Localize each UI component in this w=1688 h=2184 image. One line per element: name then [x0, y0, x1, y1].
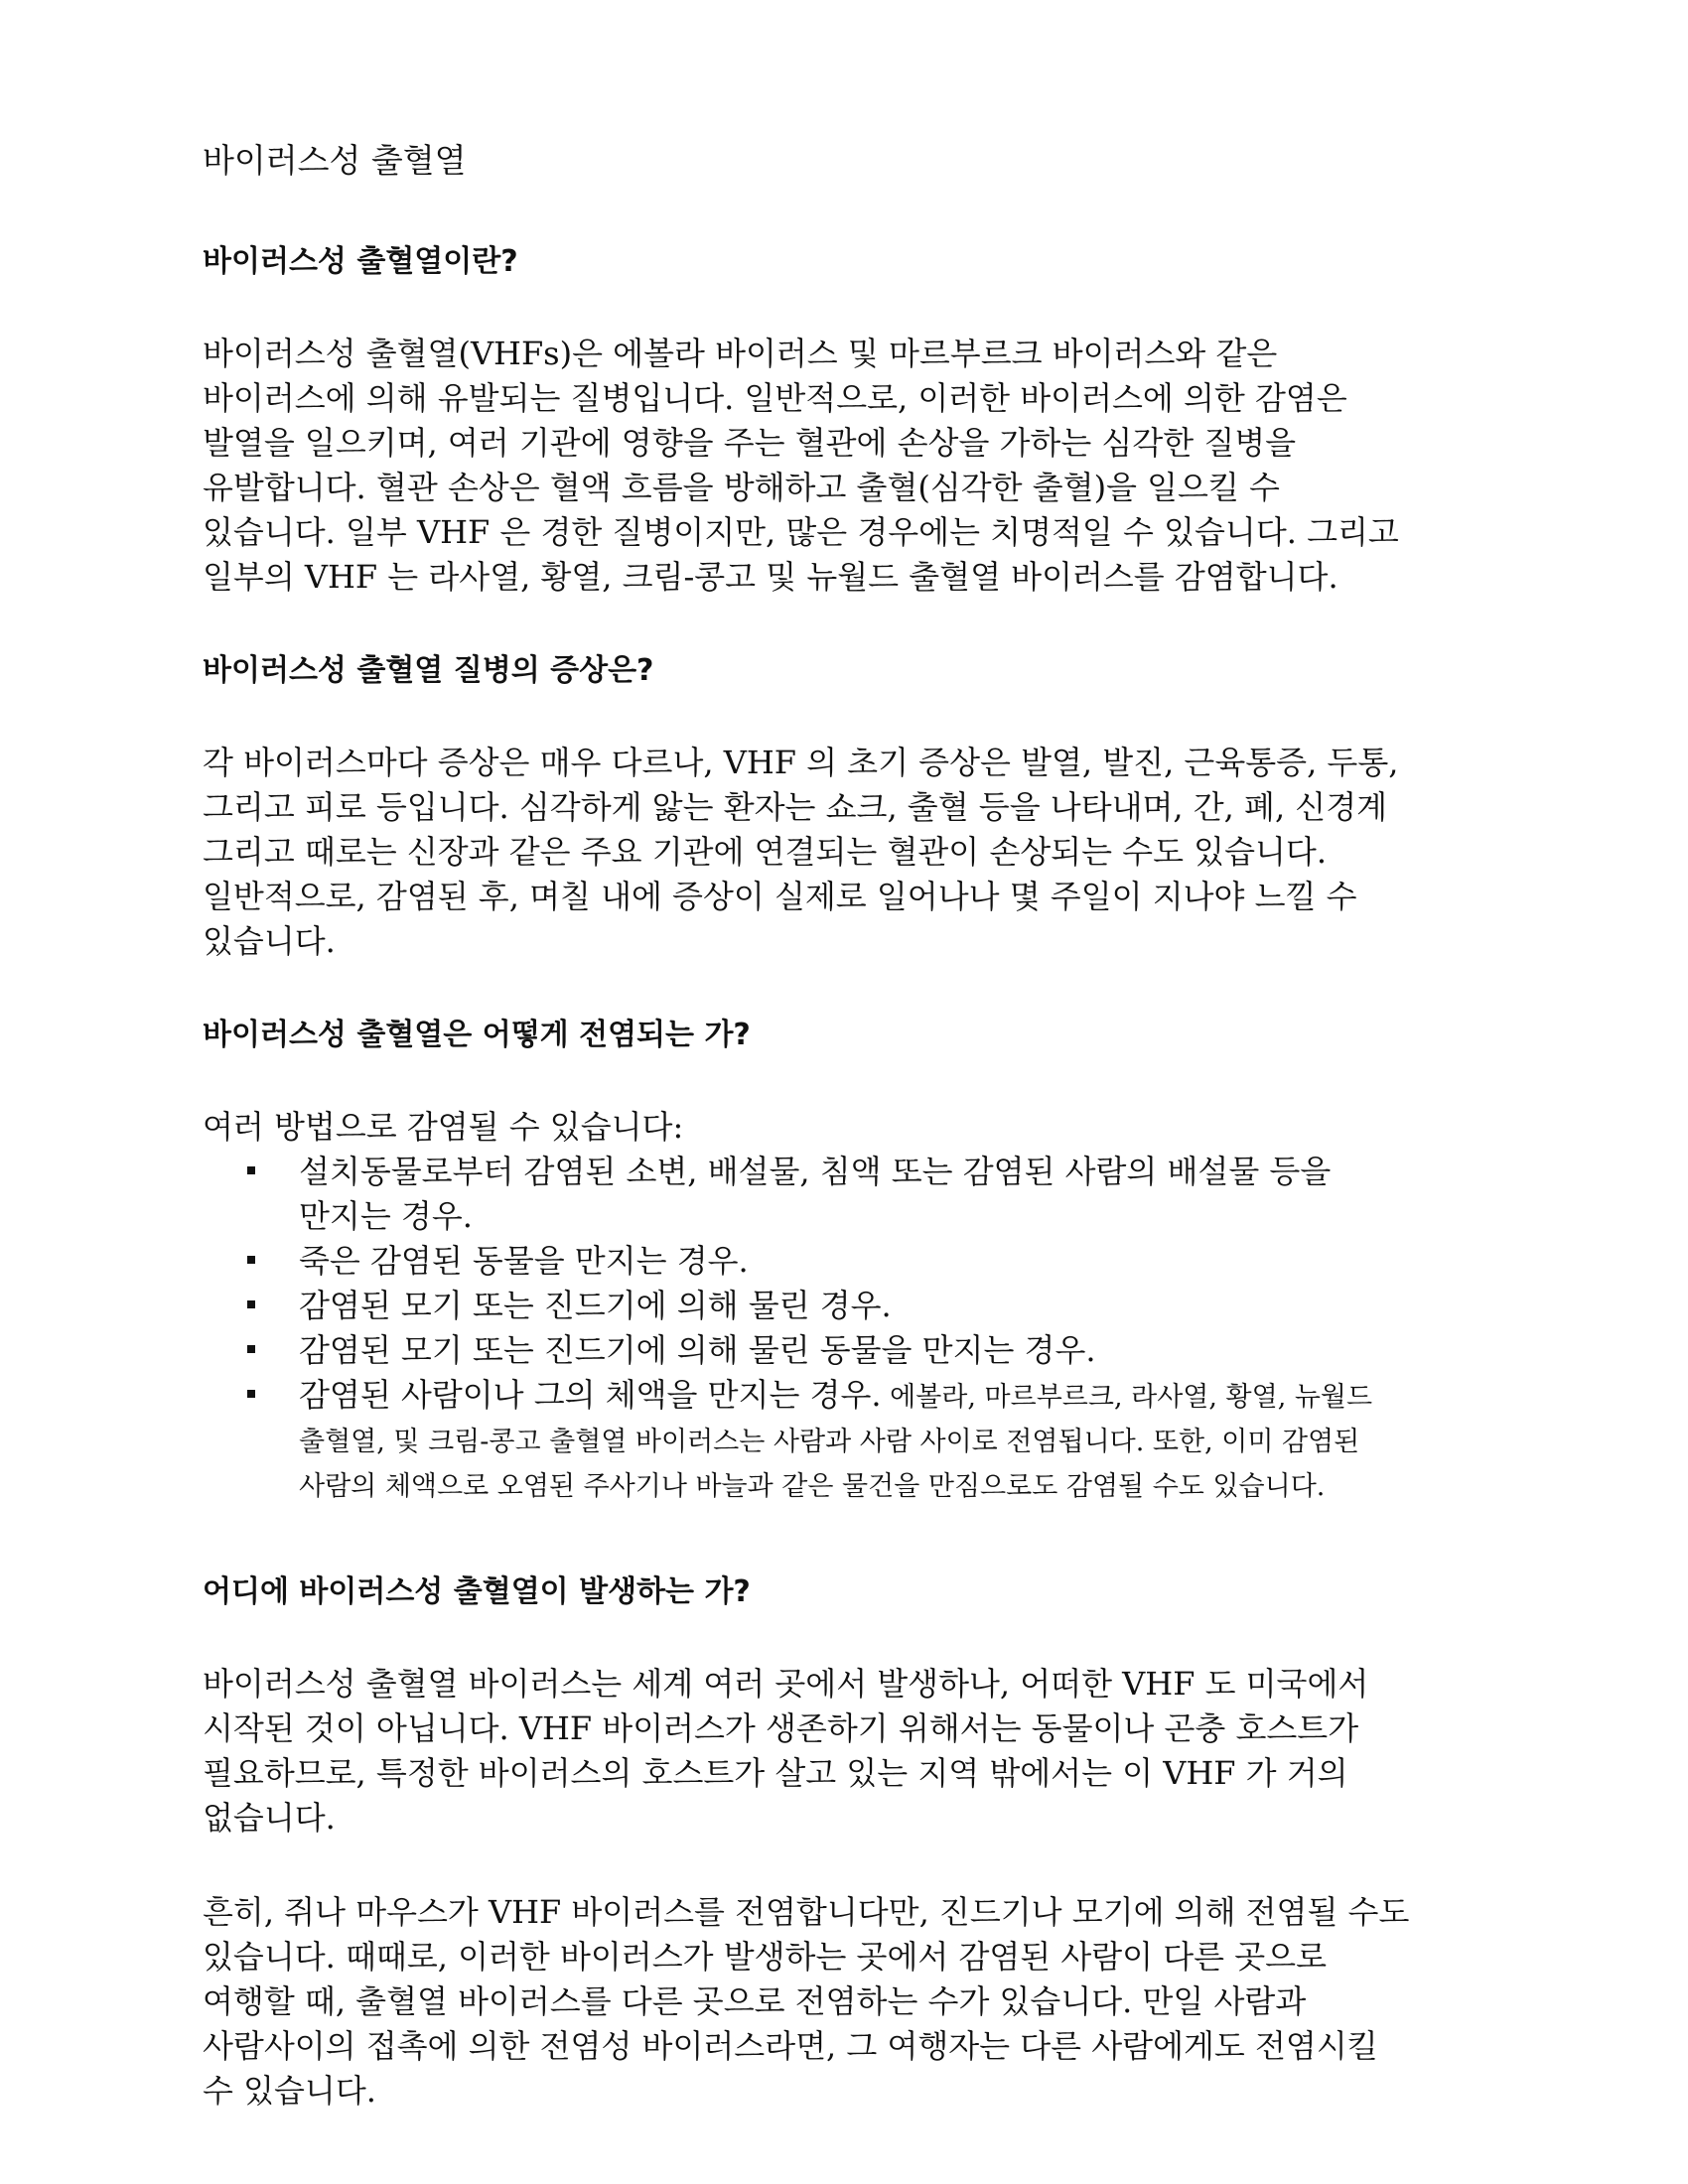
- list-item: [247, 1328, 1493, 1373]
- list-item: [247, 1284, 1493, 1328]
- list-item-main-text: 감염된 사람이나 그의 체액을 만지는 경우.: [299, 1376, 882, 1414]
- section-paragraph-what-is-vhf: [203, 332, 1493, 600]
- paragraph-line: 그리고 피로 등입니다. 심각하게 앓는 환자는 쇼크, 출혈 등을 나타내며, 간, 폐, 신경계: [203, 788, 1388, 826]
- paragraph-line: 있습니다. 일부 VHF 은 경한 질병이지만, 많은 경우에는 치명적일 수 있습니다. 그리고: [203, 513, 1399, 551]
- paragraph-line: 그리고 때로는 신장과 같은 주요 기관에 연결되는 혈관이 손상되는 수도 있습니다.: [203, 833, 1327, 871]
- paragraph-line: 사람사이의 접촉에 의한 전염성 바이러스라면, 그 여행자는 다른 사람에게도 전염시킬: [203, 2027, 1378, 2065]
- list-item-small-line: 사람의 체액으로 오염된 주사기나 바늘과 같은 물건을 만짐으로도 감염될 수도 있습니다.: [299, 1471, 1326, 1502]
- section-paragraph-where-occurs-1: [203, 1662, 1493, 1841]
- paragraph-line: 시작된 것이 아닙니다. VHF 바이러스가 생존하기 위해서는 동물이나 곤충 호스트가: [203, 1709, 1359, 1747]
- section-heading-where-occurs: 어디에 바이러스성 출혈열이 발생하는 가?: [203, 1574, 751, 1609]
- list-item-line: 감염된 모기 또는 진드기에 의해 물린 동물을 만지는 경우.: [299, 1331, 1096, 1369]
- list-item: [247, 1150, 1493, 1239]
- bullet-icon: [247, 1390, 255, 1398]
- section-paragraph-where-occurs-2: [203, 1890, 1493, 2114]
- paragraph-line: 수 있습니다.: [203, 2072, 376, 2110]
- bullet-icon: [247, 1345, 255, 1353]
- transmission-bullet-list: [203, 1150, 1493, 1509]
- list-item-small-text: 에볼라, 마르부르크, 라사열, 황열, 뉴월드: [881, 1382, 1373, 1413]
- paragraph-line: 일반적으로, 감염된 후, 며칠 내에 증상이 실제로 일어나나 몇 주일이 지나야 느낄 수: [203, 878, 1357, 915]
- section-paragraph-symptoms: [203, 741, 1493, 964]
- paragraph-line: 여행할 때, 출혈열 바이러스를 다른 곳으로 전염하는 수가 있습니다. 만일 사람과: [203, 1982, 1307, 2020]
- paragraph-line: 각 바이러스마다 증상은 매우 다르나, VHF 의 초기 증상은 발열, 발진, 근육통증, 두통,: [203, 744, 1399, 781]
- section-intro-transmission: [203, 1105, 1493, 1150]
- document-title: 바이러스성 출혈열: [203, 141, 467, 180]
- paragraph-line: 있습니다.: [203, 922, 336, 960]
- paragraph-line: 필요하므로, 특정한 바이러스의 호스트가 살고 있는 지역 밖에서는 이 VHF 가 거의: [203, 1754, 1348, 1792]
- paragraph-line: 흔히, 쥐나 마우스가 VHF 바이러스를 전염합니다만, 진드기나 모기에 의해 전염될 수도: [203, 1893, 1410, 1931]
- bullet-icon: [247, 1256, 255, 1264]
- list-item-small-line: 출혈열, 및 크림-콩고 출혈열 바이러스는 사람과 사람 사이로 전염됩니다. 또한, 이미 감염된: [299, 1427, 1360, 1457]
- paragraph-line: 발열을 일으키며, 여러 기관에 영향을 주는 혈관에 손상을 가하는 심각한 질병을: [203, 424, 1297, 462]
- paragraph-line: 일부의 VHF 는 라사열, 황열, 크림-콩고 및 뉴월드 출혈열 바이러스를 감염합니다.: [203, 558, 1338, 596]
- paragraph-line: 없습니다.: [203, 1799, 336, 1837]
- paragraph-line: 바이러스에 의해 유발되는 질병입니다. 일반적으로, 이러한 바이러스에 의한 감염은: [203, 379, 1347, 417]
- paragraph-line: 있습니다. 때때로, 이러한 바이러스가 발생하는 곳에서 감염된 사람이 다른 곳으로: [203, 1938, 1327, 1976]
- paragraph-line: 바이러스성 출혈열(VHFs)은 에볼라 바이러스 및 마르부르크 바이러스와 같은: [203, 335, 1278, 372]
- section-heading-what-is-vhf: 바이러스성 출혈열이란?: [203, 244, 518, 279]
- document-page: [203, 139, 1493, 2163]
- section-heading-symptoms: 바이러스성 출혈열 질병의 증상은?: [203, 653, 654, 688]
- list-item-line: 만지는 경우.: [299, 1197, 473, 1235]
- list-item-line: 죽은 감염된 동물을 만지는 경우.: [299, 1242, 749, 1280]
- paragraph-line: 유발합니다. 혈관 손상은 혈액 흐름을 방해하고 출혈(심각한 출혈)을 일으킬 수: [203, 469, 1280, 506]
- list-item: [247, 1239, 1493, 1284]
- list-item: [247, 1373, 1493, 1509]
- list-item-line: [299, 1373, 1493, 1420]
- section-heading-transmission: 바이러스성 출혈열은 어떻게 전염되는 가?: [203, 1018, 751, 1052]
- bullet-icon: [247, 1166, 255, 1174]
- intro-line: 여러 방법으로 감염될 수 있습니다:: [203, 1108, 684, 1146]
- paragraph-line: 바이러스성 출혈열 바이러스는 세계 여러 곳에서 발생하나, 어떠한 VHF 도 미국에서: [203, 1665, 1369, 1703]
- list-item-line: 감염된 모기 또는 진드기에 의해 물린 경우.: [299, 1287, 892, 1324]
- list-item-line: 설치동물로부터 감염된 소변, 배설물, 침액 또는 감염된 사람의 배설물 등을: [299, 1153, 1332, 1190]
- bullet-icon: [247, 1300, 255, 1308]
